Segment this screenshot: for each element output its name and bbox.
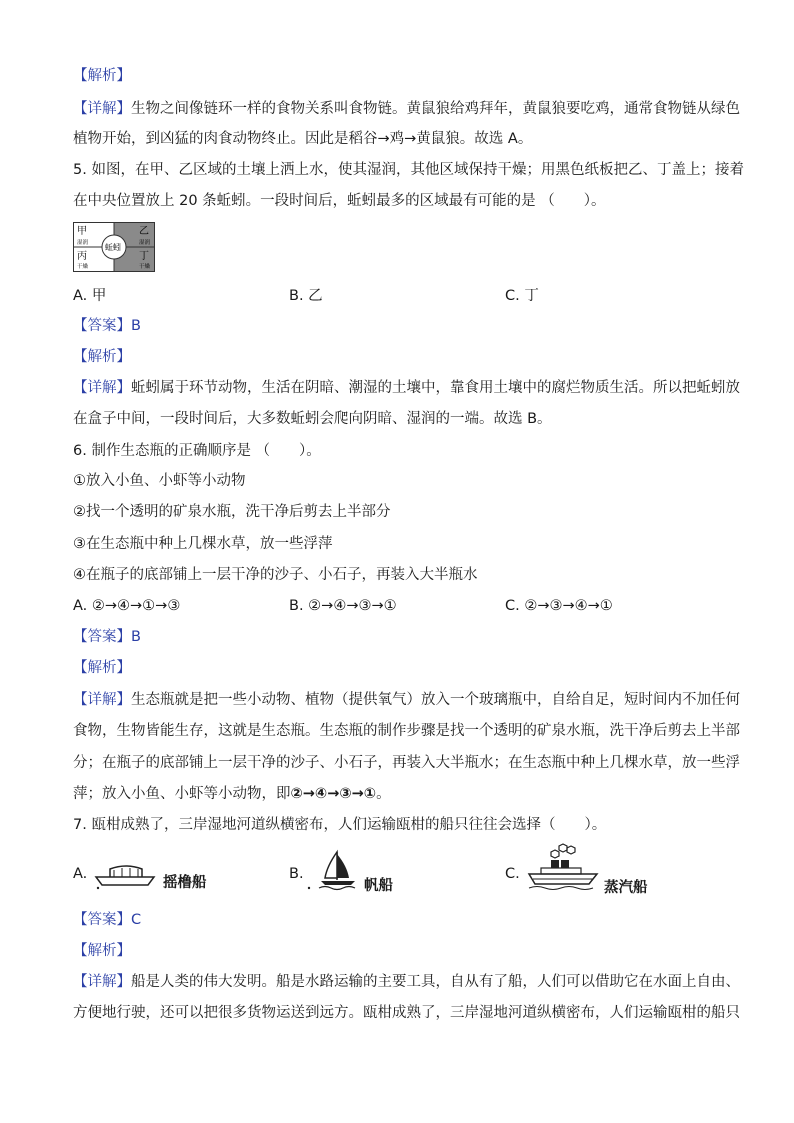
q6-step-1: ①放入小鱼、小虾等小动物 bbox=[73, 473, 246, 489]
q7-option-c: C. bbox=[505, 866, 520, 882]
explanation-line: 在盒子中间，一段时间后，大多数蚯蚓会爬向阴暗、湿润的一端。故选 B。 bbox=[73, 411, 552, 427]
sailboat-icon bbox=[305, 848, 367, 892]
explanation-line bbox=[73, 99, 740, 119]
rowing-boat-icon bbox=[92, 855, 162, 891]
explanation-text: 生态瓶就是把一些小动物、植物（提供氧气）放入一个玻璃瓶中，自给自足，短时间内不加任何 bbox=[131, 692, 740, 708]
q6-option-c: C. ②→③→④→① bbox=[505, 598, 613, 614]
jiexi-heading: 【解析】 bbox=[73, 349, 131, 365]
detail-tag: 【详解】 bbox=[73, 101, 131, 117]
region-jia-sub: 湿润 bbox=[77, 240, 89, 246]
q7-option-b: B. bbox=[289, 866, 304, 882]
q7-option-a: A. bbox=[73, 866, 88, 882]
explanation-text: 萍；放入小鱼、小虾等小动物，即 bbox=[73, 786, 291, 802]
q5-option-c: C. 丁 bbox=[505, 288, 539, 304]
region-ding: 丁 bbox=[139, 251, 149, 262]
explanation-line bbox=[73, 378, 740, 398]
explanation-line: 分；在瓶子的底部铺上一层干净的沙子、小石子，再装入大半瓶水；在生态瓶中种上几棵水草，放一些浮 bbox=[73, 755, 740, 771]
explanation-line: 方便地行驶，还可以把很多货物运送到远方。瓯柑成熟了，三岸湿地河道纵横密布，人们运输瓯柑的船只 bbox=[73, 1005, 740, 1021]
answer-line: 【答案】C bbox=[73, 912, 142, 928]
q5-option-b: B. 乙 bbox=[289, 288, 323, 304]
explanation-line bbox=[73, 972, 740, 992]
question-5-text: 在中央位置放上 20 条蚯蚓。一段时间后，蚯蚓最多的区域最有可能的是 （ ）。 bbox=[73, 193, 606, 209]
explanation-line: 植物开始，到凶猛的肉食动物终止。因此是稻谷→鸡→黄鼠狼。故选 A。 bbox=[73, 131, 533, 147]
q5-option-a: A. 甲 bbox=[73, 288, 107, 304]
region-bing: 丙 bbox=[77, 251, 87, 262]
region-bing-sub: 干燥 bbox=[77, 264, 89, 270]
explanation-text: 生物之间像链环一样的食物关系叫食物链。黄鼠狼给鸡拜年，黄鼠狼要吃鸡，通常食物链从绿色 bbox=[131, 101, 740, 117]
rowing-boat-label: 摇橹船 bbox=[163, 875, 207, 891]
explanation-line: 食物，生物皆能生存，这就是生态瓶。生态瓶的制作步骤是找一个透明的矿泉水瓶，洗干净后剪去上半部 bbox=[73, 723, 740, 739]
jiexi-heading: 【解析】 bbox=[73, 660, 131, 676]
sequence-answer: ②→④→③→① bbox=[290, 786, 377, 802]
q6-option-a: A. ②→④→①→③ bbox=[73, 598, 181, 614]
steamship-icon bbox=[525, 842, 601, 892]
explanation-line bbox=[73, 690, 740, 710]
answer-line: 【答案】B bbox=[73, 629, 141, 645]
q6-step-4: ④在瓶子的底部铺上一层干净的沙子、小石子，再装入大半瓶水 bbox=[73, 567, 478, 583]
question-5-text: 5. 如图，在甲、乙区域的土壤上洒上水，使其湿润，其他区域保持干燥；用黑色纸板把乙、丁盖上；接着 bbox=[73, 162, 744, 178]
q6-option-b: B. ②→④→③→① bbox=[289, 598, 397, 614]
explanation-text: 蚯蚓属于环节动物，生活在阴暗、潮湿的土壤中，靠食用土壤中的腐烂物质生活。所以把蚯蚓放 bbox=[131, 380, 740, 396]
explanation-text: 船是人类的伟大发明。船是水路运输的主要工具，自从有了船，人们可以借助它在水面上自由、 bbox=[131, 974, 740, 990]
sailboat-label: 帆船 bbox=[364, 878, 393, 894]
earthworm-region-diagram bbox=[73, 222, 155, 272]
detail-tag: 【详解】 bbox=[73, 380, 131, 396]
detail-tag: 【详解】 bbox=[73, 974, 131, 990]
q6-step-2: ②找一个透明的矿泉水瓶，洗干净后剪去上半部分 bbox=[73, 504, 391, 520]
answer-line: 【答案】B bbox=[73, 318, 141, 334]
center-label: 蚯蚓 bbox=[105, 243, 121, 252]
detail-tag: 【详解】 bbox=[73, 692, 131, 708]
question-6-text: 6. 制作生态瓶的正确顺序是 （ ）。 bbox=[73, 443, 321, 459]
q6-step-3: ③在生态瓶中种上几棵水草，放一些浮萍 bbox=[73, 536, 333, 552]
explanation-end: 。 bbox=[376, 786, 391, 802]
steamship-label: 蒸汽船 bbox=[604, 880, 648, 896]
region-jia: 甲 bbox=[77, 226, 87, 237]
region-diagram-svg bbox=[73, 222, 155, 272]
jiexi-heading: 【解析】 bbox=[73, 943, 131, 959]
question-7-text: 7. 瓯柑成熟了，三岸湿地河道纵横密布，人们运输瓯柑的船只往往会选择（ ）。 bbox=[73, 817, 607, 833]
region-yi-sub: 湿润 bbox=[139, 240, 151, 246]
region-ding-sub: 干燥 bbox=[139, 264, 151, 270]
jiexi-heading: 【解析】 bbox=[73, 68, 131, 84]
region-yi: 乙 bbox=[139, 226, 149, 237]
explanation-line bbox=[73, 784, 391, 804]
